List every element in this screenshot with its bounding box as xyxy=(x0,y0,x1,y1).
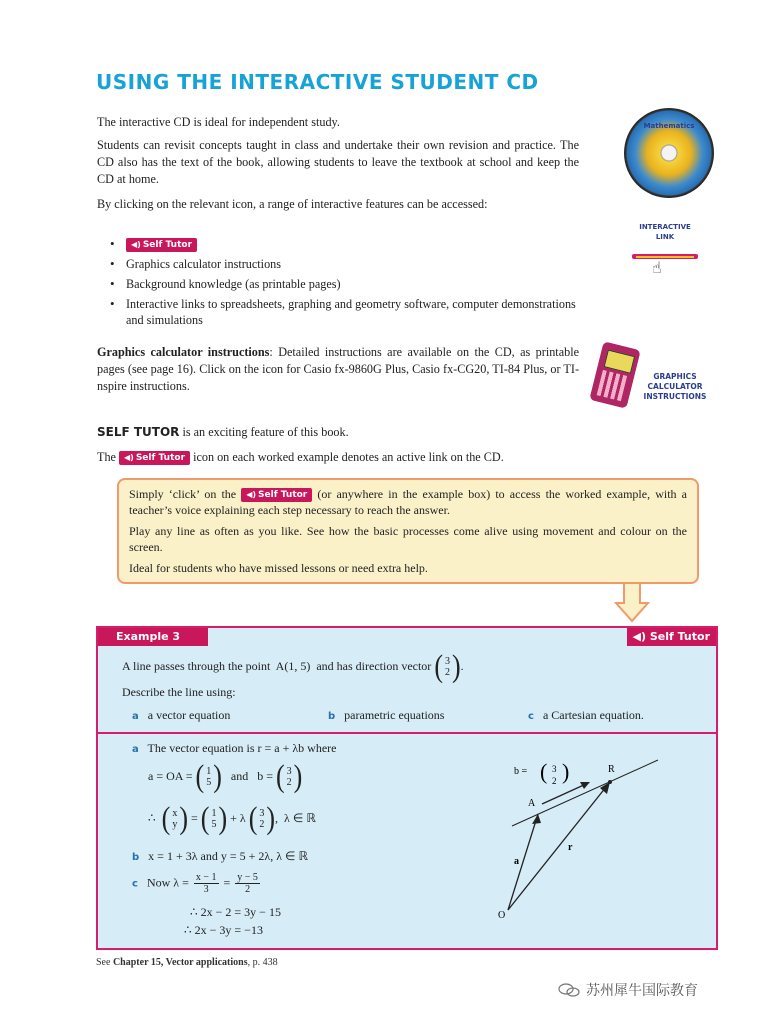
revision-paragraph: Students can revisit concepts taught in class and undertake their own revision and practice. The CD also has the text of the book, allowing students to leave the textbook at school and keep the CD at home. xyxy=(97,138,579,186)
svg-text:): ) xyxy=(562,759,570,784)
badge-label: Self Tutor xyxy=(135,453,186,463)
vector-b: ( 3 2 ) xyxy=(248,801,276,836)
intro-paragraph: The interactive CD is ideal for independent study. xyxy=(97,115,340,129)
gci-paragraph xyxy=(97,344,579,395)
icon-para-post: icon on each worked example denotes an active link on the CD. xyxy=(190,450,504,464)
self-tutor-text: is an exciting feature of this book. xyxy=(179,425,349,439)
watermark-text: 苏州犀牛国际教育 xyxy=(586,983,698,999)
fraction-y: $\frac{y - 5}{2}$ xyxy=(237,872,258,895)
feature-list xyxy=(108,236,578,332)
callout-text: Simply ‘click’ on the xyxy=(129,487,242,501)
part-label: c xyxy=(528,711,534,722)
line-l xyxy=(512,760,658,826)
self-tutor-paragraph xyxy=(97,424,579,441)
fraction-x: $\frac{x - 1}{3}$ xyxy=(195,872,217,895)
label-a-point: A xyxy=(528,798,536,809)
part-text: parametric equations xyxy=(344,708,445,722)
list-item: • Interactive links to spreadsheets, graphing and geometry software, computer demonstrations and simulations xyxy=(108,296,578,328)
part-a xyxy=(132,707,230,725)
question-text: and has direction vector xyxy=(316,658,432,673)
vector-line-diagram xyxy=(490,744,670,924)
label-o: O xyxy=(498,910,506,921)
part-label: b xyxy=(328,711,336,722)
link-bar-highlight xyxy=(636,256,694,258)
diagram-b-vector xyxy=(540,758,580,790)
badge-label: Self Tutor xyxy=(142,240,193,250)
callout-line-2: Play any line as often as you like. See how the basic processes come alive using movement and colour on the screen. xyxy=(129,524,687,554)
vector-xy: ( x y ) xyxy=(161,801,188,836)
list-item: • Graphics calculator instructions xyxy=(108,256,578,272)
vector-a-arrow xyxy=(508,814,538,910)
vector-r-arrow xyxy=(508,782,610,910)
interactive-link-line2: LINK xyxy=(655,233,675,241)
callout-text: (or anywhere in the example box) to access the worked example, with a teacher’s voice explaining each step necessary to reach the answer. xyxy=(129,487,687,517)
gci-icon-label[interactable] xyxy=(630,372,720,402)
label-a-vector: a xyxy=(514,856,519,867)
vector-b-eq: b = xyxy=(257,768,273,783)
part-label: a xyxy=(132,711,139,722)
solution-b xyxy=(132,848,308,866)
callout-line-3: Ideal for students who have missed lessons or need extra help. xyxy=(129,561,428,575)
diagram-b-label: b = xyxy=(514,766,528,777)
example-question-line1: A line passes through the point A(1, 5) and has direction vector ( 3 2 ) . xyxy=(122,649,464,684)
part-label: b xyxy=(132,852,140,863)
part-c xyxy=(528,707,644,725)
solution-a-vectors xyxy=(148,759,303,794)
example-divider xyxy=(96,732,718,734)
svg-text:(: ( xyxy=(540,759,548,784)
list-item xyxy=(108,236,578,252)
pointer-hand-icon: ☝ xyxy=(652,258,662,277)
gci-text: : Detailed instructions are available on the CD, as printable pages (see page 16). Click on the icon for Casio fx-9860G Plus, Casio fx-CG20, TI-84 Plus, or TI-nspire instructions. xyxy=(97,345,579,393)
svg-text:2: 2 xyxy=(552,776,557,786)
part-b xyxy=(328,707,444,725)
example-header: Example 3 xyxy=(98,628,208,646)
features-paragraph: By clicking on the relevant icon, a range of interactive features can be accessed: xyxy=(97,197,488,211)
question-text: A line passes through the point xyxy=(122,658,271,673)
interactive-link-line1: INTERACTIVE xyxy=(639,223,691,231)
solution-a-line1 xyxy=(132,740,337,758)
chapter-link[interactable]: Chapter 15, Vector applications xyxy=(112,957,248,968)
solution-c: c Now λ = $\frac{x - 1}{3}$ = $\frac{y - 5}{2}$ xyxy=(132,872,258,895)
list-item: • Background knowledge (as printable pages) xyxy=(108,276,578,292)
solution-c-line2: ∴ 2x − 2 = 3y − 15 xyxy=(190,905,281,919)
page-title: USING THE INTERACTIVE STUDENT CD xyxy=(96,70,539,94)
interactive-link-icon[interactable] xyxy=(630,222,700,242)
footer-text: , p. 438 xyxy=(247,957,278,968)
point-r xyxy=(608,780,612,784)
watermark xyxy=(558,980,698,1000)
direction-vector: ( 3 2 ) xyxy=(434,649,461,684)
footer-text: See xyxy=(96,957,113,968)
self-tutor-callout xyxy=(117,478,699,584)
self-tutor-heading: SELF TUTOR xyxy=(97,425,180,439)
example-question-line2: Describe the line using: xyxy=(122,685,236,699)
callout-line-1 xyxy=(129,486,687,518)
vector-b: ( 3 2 ) xyxy=(275,759,303,794)
therefore-symbol: ∴ xyxy=(148,810,156,825)
lambda-domain: λ ∈ ℝ xyxy=(284,810,316,825)
self-tutor-badge[interactable] xyxy=(119,451,190,465)
label-r-vector: r xyxy=(568,842,573,853)
gci-label-line3: INSTRUCTIONS xyxy=(643,392,707,401)
part-text: a Cartesian equation. xyxy=(542,708,644,722)
svg-text:3: 3 xyxy=(552,764,557,774)
gci-heading: Graphics calculator instructions xyxy=(97,345,270,359)
solution-text: Now λ = xyxy=(146,875,189,890)
icon-paragraph xyxy=(97,449,617,466)
solution-c-line3: ∴ 2x − 3y = −13 xyxy=(184,923,263,937)
part-label: a xyxy=(132,744,139,755)
speaker-icon: ◀) xyxy=(124,453,134,462)
part-label: c xyxy=(132,878,138,890)
gci-label-line1: GRAPHICS xyxy=(653,372,697,381)
calculator-keys xyxy=(597,370,629,402)
vector-a: ( 1 5 ) xyxy=(195,759,222,794)
part-text: a vector equation xyxy=(147,708,231,722)
speaker-icon: ◀) xyxy=(246,490,257,499)
solution-a-equation: ∴ ( x y ) = ( 1 5 ) + λ ( 3 2 ) , λ ∈ ℝ xyxy=(148,801,316,836)
badge-label: Self Tutor xyxy=(258,490,308,500)
gci-label-line2: CALCULATOR xyxy=(647,382,703,391)
solution-text: x = 1 + 3λ and y = 5 + 2λ, λ ∈ ℝ xyxy=(148,849,308,863)
vector-a-eq: a = OA = xyxy=(148,768,193,783)
vector-a: ( 1 5 ) xyxy=(200,801,228,836)
label-r: R xyxy=(608,764,615,775)
wechat-icon xyxy=(558,983,580,997)
cd-label: Mathematics xyxy=(643,122,695,130)
icon-para-pre: The xyxy=(97,450,119,464)
solution-text: The vector equation is r = a + λb where xyxy=(147,741,337,755)
example-self-tutor-button[interactable]: ◀) Self Tutor xyxy=(627,628,716,646)
arrowhead xyxy=(532,814,541,824)
and-text: and xyxy=(230,768,249,783)
chapter-reference xyxy=(96,957,278,968)
speaker-icon: ◀) xyxy=(131,240,141,249)
calculator-screen xyxy=(604,350,636,374)
self-tutor-badge[interactable] xyxy=(241,488,312,502)
self-tutor-badge[interactable] xyxy=(126,238,197,252)
down-arrow-icon xyxy=(614,583,650,623)
cd-icon[interactable] xyxy=(624,108,714,198)
point-a: A(1, 5) xyxy=(275,658,311,673)
